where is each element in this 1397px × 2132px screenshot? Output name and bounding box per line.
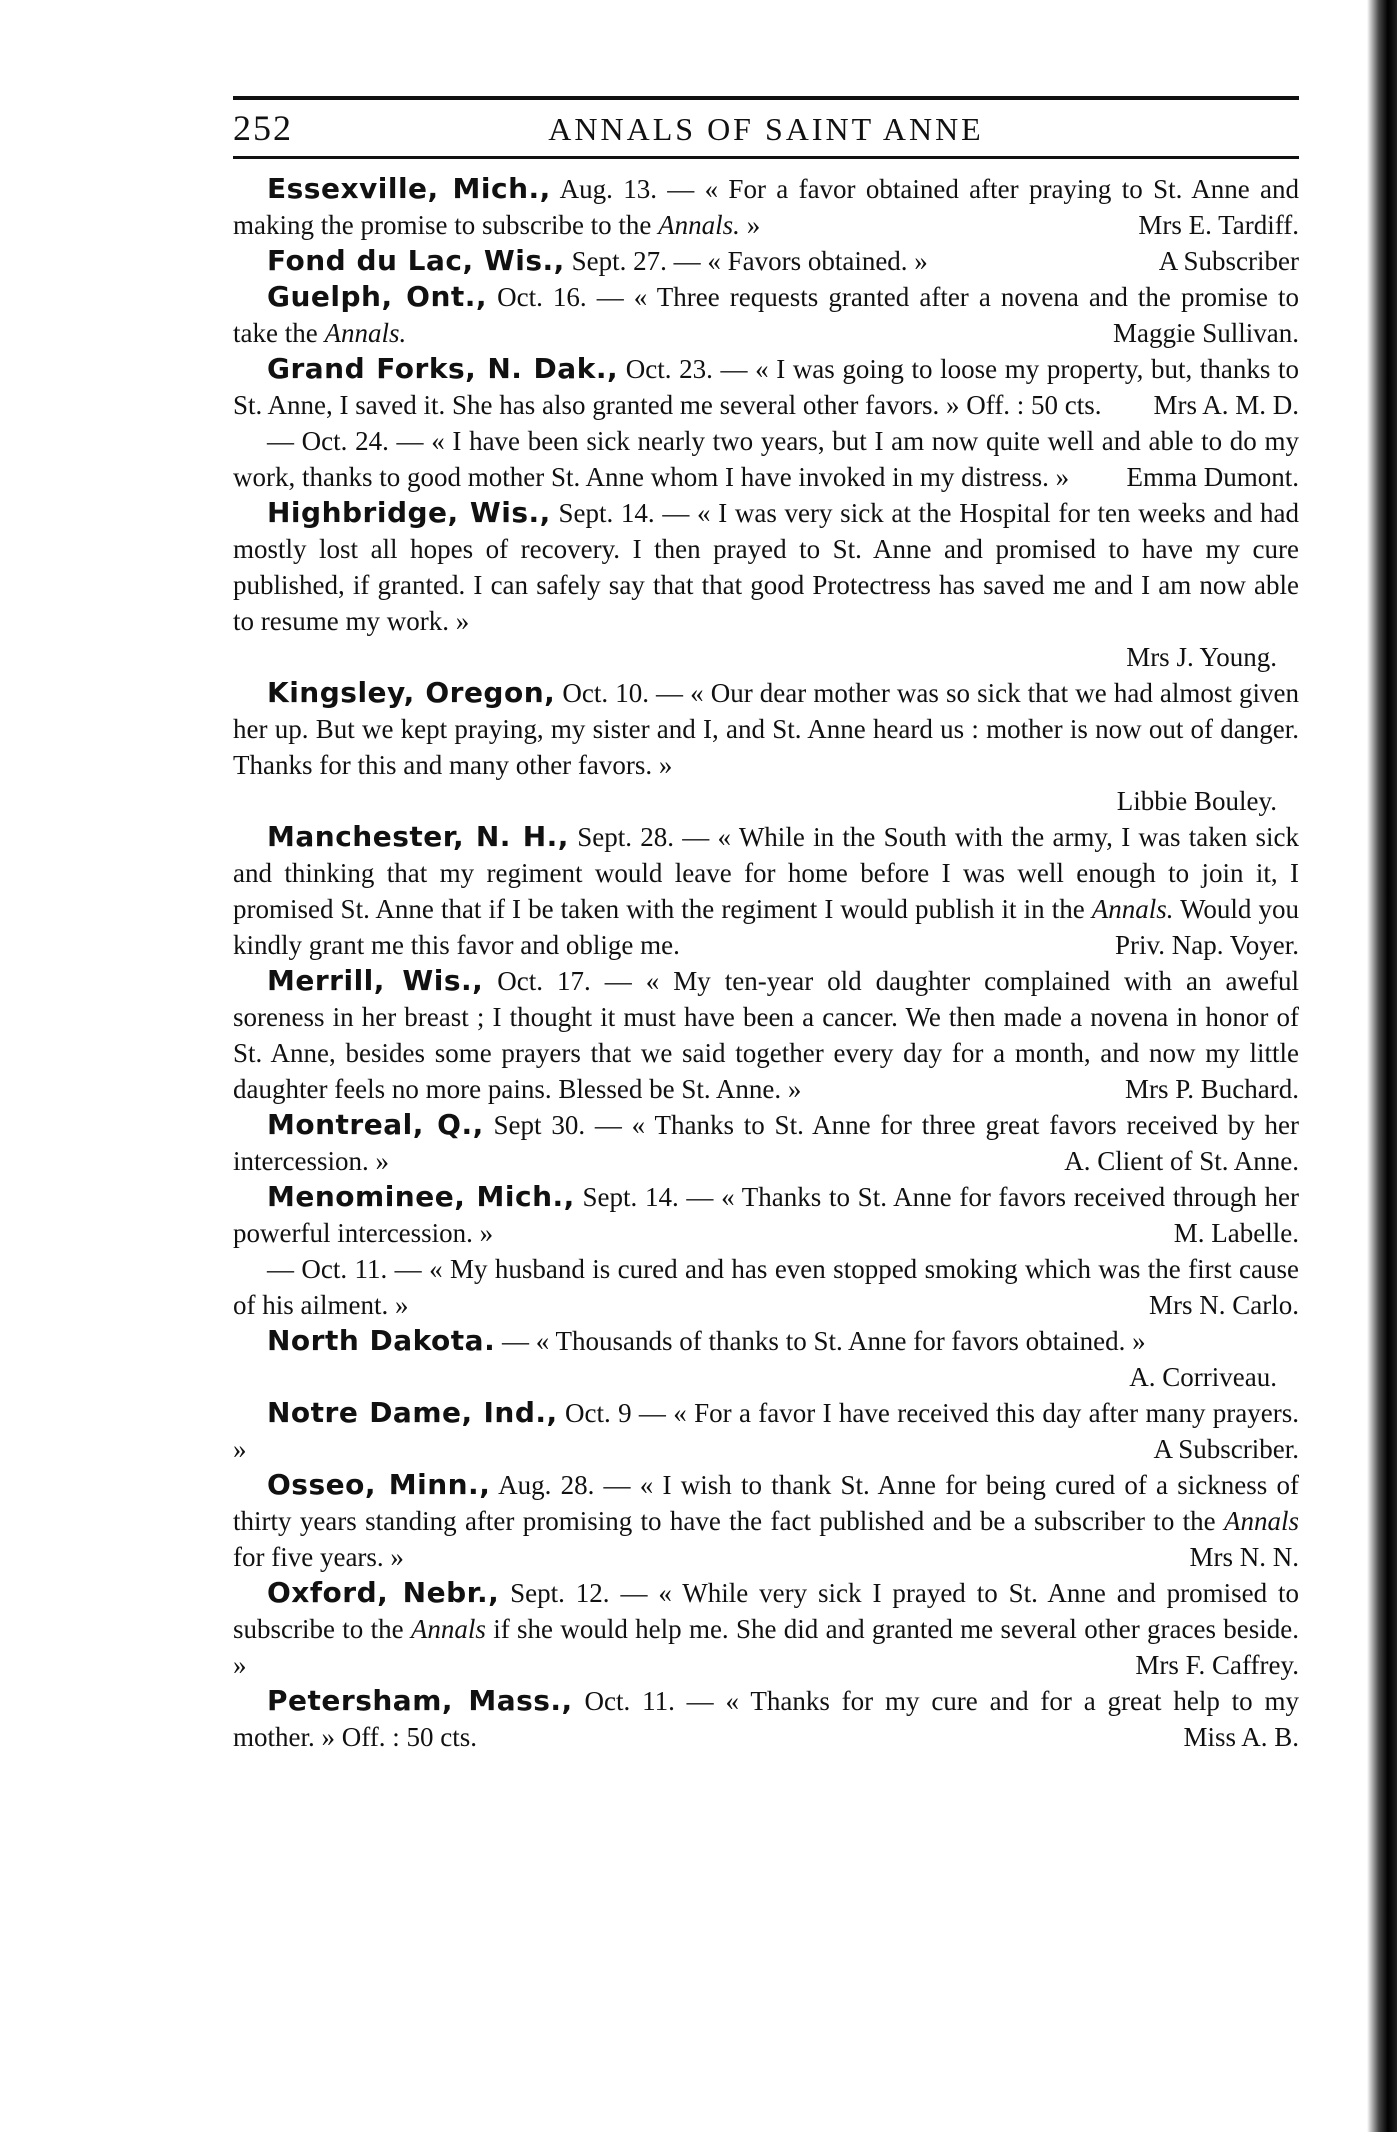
entry-text-italic: Annals.: [324, 318, 407, 348]
entry-place: Notre Dame, Ind.,: [267, 1396, 558, 1429]
entry-text: — Oct. 11. — « My husband is cured and has even stopped smoking which was the first cause of his ailment. »: [233, 1254, 1299, 1320]
entry-north-dakota: [233, 1323, 1299, 1395]
entry-text: if she would help me. She did and granted me several other graces beside. »: [233, 1614, 1299, 1680]
entry-signature: Emma Dumont.: [1126, 462, 1299, 492]
entry-kingsley: [233, 675, 1299, 819]
entry-signature: Mrs F. Caffrey.: [1135, 1650, 1299, 1680]
entry-text-italic: Annals: [410, 1614, 486, 1644]
running-title: ANNALS OF SAINT ANNE: [548, 111, 984, 147]
entry-place: Montreal, Q.,: [267, 1108, 484, 1141]
entry-text-italic: Annals.: [1091, 894, 1174, 924]
entry-oxford: [233, 1575, 1299, 1683]
entry-signature: A Subscriber.: [1153, 1434, 1299, 1464]
entry-notre-dame: [233, 1395, 1299, 1467]
entry-text: Oct. 23. — « I was going to loose my property, but, thanks to St. Anne, I saved it. She has also granted me several other favors. » Off. : 50 cts.: [233, 354, 1300, 420]
entry-fond-du-lac: [233, 243, 1299, 279]
entry-place: Kingsley, Oregon,: [267, 676, 556, 709]
entry-signature: A. Client of St. Anne.: [1064, 1146, 1299, 1176]
entry-signature: Mrs N. Carlo.: [1149, 1290, 1299, 1320]
entry-place: Petersham, Mass.,: [267, 1684, 573, 1717]
entry-signature: M. Labelle.: [1173, 1218, 1299, 1248]
entry-place: Guelph, Ont.,: [267, 280, 488, 313]
entry-signature: Mrs A. M. D.: [1153, 390, 1299, 420]
entry-signature: Maggie Sullivan.: [1113, 318, 1299, 348]
entry-text: Would you kindly grant me this favor and oblige me.: [233, 894, 1299, 960]
entry-petersham: [233, 1683, 1299, 1755]
entry-highbridge: [233, 495, 1299, 675]
entry-guelph: [233, 279, 1299, 351]
entry-place: Essexville, Mich.,: [267, 172, 551, 205]
entry-text: Aug. 28. — « I wish to thank St. Anne for being cured of a sickness of thirty years standing after promising to have the fact published and be a subscriber to the: [233, 1470, 1299, 1536]
entry-place: Merrill, Wis.,: [267, 964, 484, 997]
entry-place: North Dakota.: [267, 1324, 496, 1357]
entry-text: Sept. 28. — « While in the South with the army, I was taken sick and thinking that my regiment would leave for home before I was well enough to join it, I promised St. Anne that if I be taken with the regiment I would publish it in the: [233, 822, 1299, 924]
entry-signature: Priv. Nap. Voyer.: [1114, 930, 1299, 960]
entry-text-italic: Annals.: [658, 210, 740, 240]
entry-text: Oct. 11. — « Thanks for my cure and for a great help to my mother. » Off. : 50 cts.: [233, 1686, 1299, 1752]
entry-essexville: [233, 171, 1299, 243]
page: [233, 96, 1299, 1755]
entry-text: Sept. 14. — « Thanks to St. Anne for favors received through her powerful intercession. »: [233, 1182, 1299, 1248]
entry-grand-forks: [233, 351, 1299, 423]
entry-text: Oct. 10. — « Our dear mother was so sick that we had almost given her up. But we kept praying, my sister and I, and St. Anne heard us : mother is now out of danger. Thanks for this and many other favors. »: [233, 678, 1299, 780]
entry-grand-forks-oct-24: [233, 423, 1299, 495]
entry-menominee-oct-11: [233, 1251, 1299, 1323]
entry-montreal: [233, 1107, 1299, 1179]
entry-place: Oxford, Nebr.,: [267, 1576, 500, 1609]
book-spine-shadow: [1367, 0, 1397, 2132]
page-header: [233, 100, 1299, 156]
entry-signature: A. Corriveau.: [1129, 1362, 1277, 1392]
entry-signature: A Subscriber: [1158, 246, 1299, 276]
entry-place: Fond du Lac, Wis.,: [267, 244, 565, 277]
entry-signature: Miss A. B.: [1183, 1722, 1299, 1752]
entry-text: for five years. »: [233, 1542, 404, 1572]
entry-merrill: [233, 963, 1299, 1107]
entry-text: Sept. 14. — « I was very sick at the Hospital for ten weeks and had mostly lost all hopes of recovery. I then prayed to St. Anne and promised to have my cure published, if granted. I can safely say that that good Protectress has saved me and I am now able to resume my work. »: [233, 498, 1300, 636]
entry-text: — Oct. 24. — « I have been sick nearly two years, but I am now quite well and able to do my work, thanks to good mother St. Anne whom I have invoked in my distress. »: [233, 426, 1299, 492]
entry-signature: Mrs N. N.: [1189, 1542, 1299, 1572]
page-number: 252: [233, 108, 293, 148]
entry-menominee: [233, 1179, 1299, 1251]
entry-place: Menominee, Mich.,: [267, 1180, 575, 1213]
entry-place: Highbridge, Wis.,: [267, 496, 551, 529]
entry-signature: Mrs J. Young.: [1126, 642, 1277, 672]
entry-text: Oct. 16. — « Three requests granted after a novena and the promise to take the: [233, 282, 1299, 348]
entry-text: Oct. 17. — « My ten-year old daughter complained with an aweful soreness in her breast ; I thought it must have been a cancer. We then made a novena in honor of St. Anne, besides some prayers that we said together every day for a month, and now my little daughter feels no more pains. Blessed be St. Anne. »: [233, 966, 1299, 1104]
entry-text: Aug. 13. — « For a favor obtained after praying to St. Anne and making the promise to subscribe to the: [233, 174, 1299, 240]
entry-text: — « Thousands of thanks to St. Anne for favors obtained. »: [495, 1326, 1146, 1356]
entry-signature: Mrs P. Buchard.: [1125, 1074, 1299, 1104]
entry-text: Oct. 9 — « For a favor I have received this day after many prayers. »: [233, 1398, 1300, 1464]
entry-signature: Mrs E. Tardiff.: [1138, 210, 1299, 240]
entry-manchester: [233, 819, 1299, 963]
entry-place: Grand Forks, N. Dak.,: [267, 352, 619, 385]
entry-place: Manchester, N. H.,: [267, 820, 569, 853]
entry-text: Sept 30. — « Thanks to St. Anne for three great favors received by her intercession. »: [233, 1110, 1299, 1176]
entry-text: Sept. 12. — « While very sick I prayed to St. Anne and promised to subscribe to the: [233, 1578, 1299, 1644]
entry-text-italic: Annals: [1223, 1506, 1299, 1536]
entry-text: Sept. 27. — « Favors obtained. »: [564, 246, 928, 276]
entry-signature: Libbie Bouley.: [1116, 786, 1277, 816]
entry-text: »: [739, 210, 761, 240]
entry-place: Osseo, Minn.,: [267, 1468, 491, 1501]
entry-osseo: [233, 1467, 1299, 1575]
